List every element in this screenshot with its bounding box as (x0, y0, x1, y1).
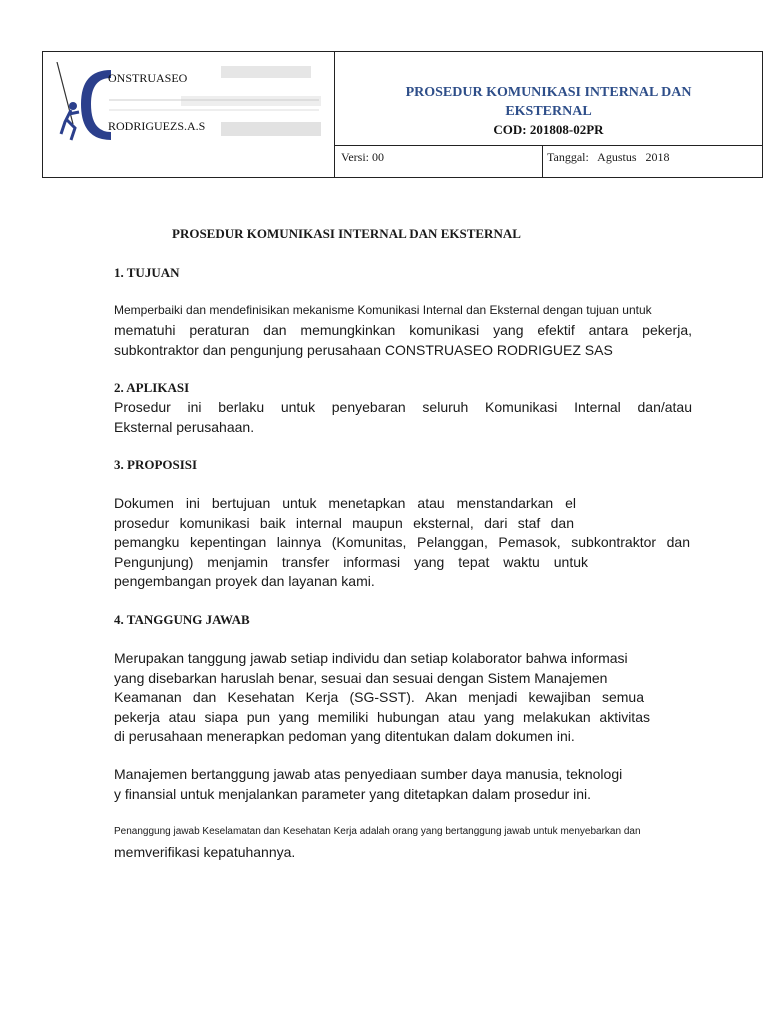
climber-logo-icon (51, 62, 326, 152)
body-line: Penanggung jawab Keselamatan dan Kesehatan Kerja adalah orang yang bertanggung jawab untuk menyebarkan dan (114, 826, 641, 837)
section-body-manajemen (114, 765, 692, 804)
version-cell (335, 146, 543, 177)
header-title (335, 83, 762, 121)
header-title-cell (335, 52, 762, 146)
company-logo (43, 52, 335, 177)
body-line: Pengunjung) menjamin transfer informasi yang tepat waktu untuk (114, 553, 588, 570)
date-text: Tanggal: Agustus 2018 (547, 150, 670, 164)
body-line: pekerja atau siapa pun yang memiliki hubungan atau yang melakukan aktivitas (114, 708, 650, 725)
body-line: pengembangan proyek dan layanan kami. (114, 573, 375, 589)
section-heading-tujuan: 1. TUJUAN (114, 265, 180, 280)
logo-text-line1: ONSTRUASEO (108, 71, 188, 85)
header-title-line1: PROSEDUR KOMUNIKASI INTERNAL DAN (405, 85, 692, 100)
body-line: Dokumen ini bertujuan untuk menetapkan atau menstandarkan el (114, 495, 576, 511)
document-title: PROSEDUR KOMUNIKASI INTERNAL DAN EKSTERNAL (172, 226, 521, 241)
body-line: subkontraktor dan pengunjung perusahaan CONSTRUASEO RODRIGUEZ SAS (114, 341, 613, 358)
header-title-line2: EKSTERNAL (505, 104, 592, 119)
section-body-proposisi (114, 494, 692, 592)
section-heading-aplikasi: 2. APLIKASI (114, 380, 190, 395)
section-body-penanggung-jawab-cont (114, 843, 692, 863)
body-line: Merupakan tanggung jawab setiap individu dan setiap kolaborator bahwa informasi (114, 650, 628, 666)
section-heading-proposisi: 3. PROPOSISI (114, 457, 198, 472)
body-line: Keamanan dan Kesehatan Kerja (SG-SST). Akan menjadi kewajiban semua (114, 689, 644, 705)
document-header-table (42, 51, 763, 178)
logo-text-line2: RODRIGUEZS.A.S (108, 119, 206, 133)
section-body-tanggung-jawab (114, 649, 692, 747)
body-line: mematuhi peraturan dan memungkinkan komunikasi yang efektif antara pekerja, (114, 322, 692, 338)
body-line: Eksternal perusahaan. (114, 418, 255, 435)
body-line: Prosedur ini berlaku untuk penyebaran seluruh Komunikasi Internal dan/atau (114, 399, 692, 415)
body-line: memverifikasi kepatuhannya. (114, 844, 296, 860)
section-body-tujuan (114, 301, 692, 321)
date-cell (543, 146, 762, 177)
body-line: y finansial untuk menjalankan parameter yang ditetapkan dalam prosedur ini. (114, 785, 592, 802)
body-line: prosedur komunikasi baik internal maupun eksternal, dari staf dan (114, 514, 574, 531)
section-body-penanggung-jawab (114, 822, 692, 842)
section-body-tujuan-cont (114, 321, 692, 360)
version-text: Versi: 00 (341, 150, 384, 164)
section-heading-tanggung-jawab: 4. TANGGUNG JAWAB (114, 612, 250, 627)
body-line: yang disebarkan haruslah benar, sesuai dan sesuai dengan Sistem Manajemen (114, 669, 608, 686)
body-line: Memperbaiki dan mendefinisikan mekanisme Komunikasi Internal dan Eksternal dengan tujuan untuk (114, 303, 652, 317)
body-line: Manajemen bertanggung jawab atas penyediaan sumber daya manusia, teknologi (114, 766, 623, 782)
body-line: di perusahaan menerapkan pedoman yang ditentukan dalam dokumen ini. (114, 728, 575, 744)
document-code: COD: 201808-02PR (493, 122, 604, 137)
body-line: pemangku kepentingan lainnya (Komunitas, Pelanggan, Pemasok, subkontraktor dan (114, 534, 690, 550)
section-body-aplikasi (114, 398, 692, 437)
